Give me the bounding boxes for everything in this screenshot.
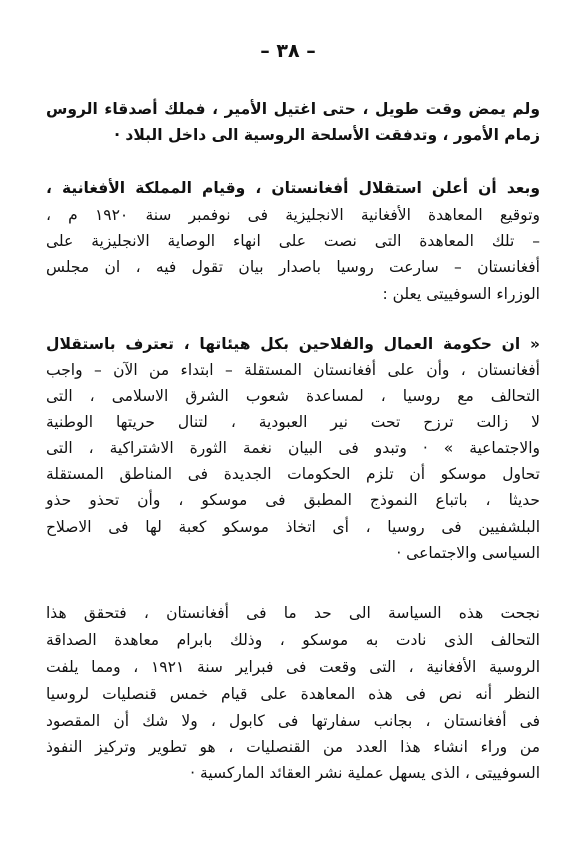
text-line: ولم يمض وقت طويل ، حتى اغتيل الأمير ، فملك أصدقاء الروس bbox=[46, 100, 540, 118]
text-line: تحاول موسكو أن تلزم الحكومات الجديدة فى المناطق المستقلة bbox=[46, 465, 540, 483]
text-line: زمام الأمور ، وتدفقت الأسلحة الروسية الى داخل البلاد · bbox=[114, 126, 540, 144]
text-line: « ان حكومة العمال والفلاحين بكل هيئاتها ، تعترف باستقلال bbox=[46, 335, 540, 353]
text-line: الروسية الأفغانية ، التى وقعت فى فبراير سنة ١٩٢١ ، ومما يلفت bbox=[46, 658, 540, 676]
page-number: – ٣٨ – bbox=[260, 40, 316, 62]
text-line: التحالف مع روسيا ، لمساعدة شعوب الشرق الاسلامى ، التى bbox=[46, 387, 540, 405]
text-line: نجحت هذه السياسة الى حد ما فى أفغانستان ، فتحقق هذا bbox=[46, 604, 540, 622]
text-line: وتوقيع المعاهدة الأفغانية الانجليزية فى نوفمبر سنة ١٩٢٠ م ، bbox=[46, 206, 540, 224]
text-line: – تلك المعاهدة التى نصت على انهاء الوصاية الانجليزية على bbox=[46, 232, 540, 250]
text-line: الوزراء السوفييتى يعلن : bbox=[382, 285, 540, 303]
text-line: لا زالت ترزح تحت نير العبودية ، لتنال حريتها الوطنية bbox=[46, 413, 540, 431]
text-line: وبعد أن أعلن استقلال أفغانستان ، وقيام المملكة الأفغانية ، bbox=[46, 179, 540, 197]
text-line: فى أفغانستان ، بجانب سفارتها فى كابول ، ولا شك أن المقصود bbox=[46, 712, 540, 730]
text-line: النظر أنه نص فى هذه المعاهدة على قيام خمس قنصليات لروسيا bbox=[46, 685, 540, 703]
text-line: السوفييتى ، الذى يسهل عملية نشر العقائد الماركسية · bbox=[190, 764, 540, 782]
text-line: من وراء انشاء هذا العدد من القنصليات ، هو تطوير وتركيز النفوذ bbox=[46, 738, 540, 756]
text-line: السياسى والاجتماعى · bbox=[396, 544, 540, 562]
text-line: أفغانستان ، وأن على أفغانستان المستقلة – ابتداء من الآن – واجب bbox=[46, 361, 540, 379]
text-line: والاجتماعية » · وتبدو فى البيان نغمة الثورة الاشتراكية ، التى bbox=[46, 439, 540, 457]
text-line: حديثا ، باتباع النموذج المطبق فى موسكو ، وأن تحذو حذو bbox=[46, 491, 540, 509]
text-line: أفغانستان – سارعت روسيا باصدار بيان تقول فيه ، ان مجلس bbox=[46, 258, 540, 276]
text-line: التحالف الذى نادت به موسكو ، وذلك بابرام معاهدة الصداقة bbox=[46, 631, 540, 649]
text-line: البلشفيين فى روسيا ، أى اتخاذ موسكو كعبة لها فى الاصلاح bbox=[46, 518, 540, 536]
